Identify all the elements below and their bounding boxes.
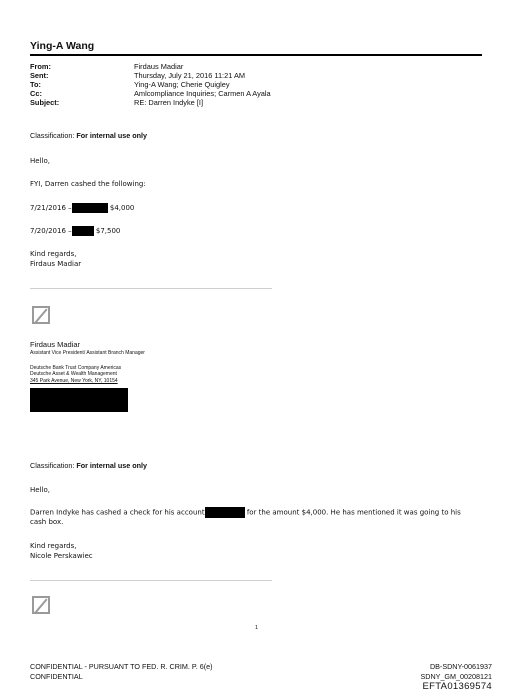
from-value: Firdaus Madiar: [134, 62, 184, 71]
sent-value: Thursday, July 21, 2016 11:21 AM: [134, 71, 246, 80]
signature-company-1: Deutsche Bank Trust Company Americas: [30, 365, 122, 371]
cc-label: Cc:: [30, 89, 42, 98]
bates-number-3: EFTA01369574: [422, 681, 492, 692]
redaction-block: [72, 226, 94, 236]
separator: [30, 288, 272, 289]
greeting-1: Hello,: [30, 157, 50, 165]
bates-number-2: SDNY_GM_00208121: [420, 672, 492, 681]
separator: [30, 580, 272, 581]
signature-company-2: Deutsche Asset & Wealth Management: [30, 371, 117, 377]
signature-address: 345 Park Avenue, New York, NY, 10154: [30, 378, 118, 384]
message-2-line-2: cash box.: [30, 518, 64, 526]
intro-text: FYI, Darren cashed the following:: [30, 180, 146, 188]
page-number: 1: [255, 625, 259, 631]
footer-confidential-2: CONFIDENTIAL: [30, 672, 83, 681]
closing-2: Kind regards,: [30, 542, 77, 550]
from-label: From:: [30, 62, 51, 71]
signature-title: Assistant Vice President/ Assistant Branch Manager: [30, 350, 145, 356]
redaction-block: [30, 388, 128, 412]
title-rule: [30, 54, 482, 56]
greeting-2: Hello,: [30, 486, 50, 494]
subject-value: RE: Darren Indyke [I]: [134, 98, 204, 107]
email-sender-title: Ying-A Wang: [30, 40, 95, 52]
signoff-2: Nicole Perskawiec: [30, 552, 93, 560]
sent-label: Sent:: [30, 71, 49, 80]
footer-confidential-1: CONFIDENTIAL - PURSUANT TO FED. R. CRIM. P. 6(e): [30, 662, 213, 671]
transaction-row: 7/21/2016 – $4,000: [30, 204, 135, 212]
transaction-row: 7/20/2016 – $7,500: [30, 227, 121, 235]
signature-name: Firdaus Madiar: [30, 340, 81, 349]
classification-line-2: Classification: For internal use only: [30, 461, 148, 470]
cc-value: Amlcompliance Inquiries; Carmen A Ayala: [134, 89, 271, 98]
signoff-1: Firdaus Madiar: [30, 260, 82, 268]
redaction-block: [205, 507, 245, 518]
bank-logo-icon: [32, 596, 50, 614]
message-2-body: Darren Indyke has cashed a check for his account for the amount $4,000. He has mentioned it was going to his: [30, 508, 461, 517]
subject-label: Subject:: [30, 98, 60, 107]
bates-number-1: DB-SDNY-0061937: [429, 662, 492, 671]
to-label: To:: [30, 80, 41, 89]
bank-logo-icon: [32, 306, 50, 324]
to-value: Ying-A Wang; Cherie Quigley: [134, 80, 230, 89]
redaction-block: [72, 203, 108, 213]
classification-line-1: Classification: For internal use only: [30, 131, 148, 140]
closing-1: Kind regards,: [30, 250, 77, 258]
